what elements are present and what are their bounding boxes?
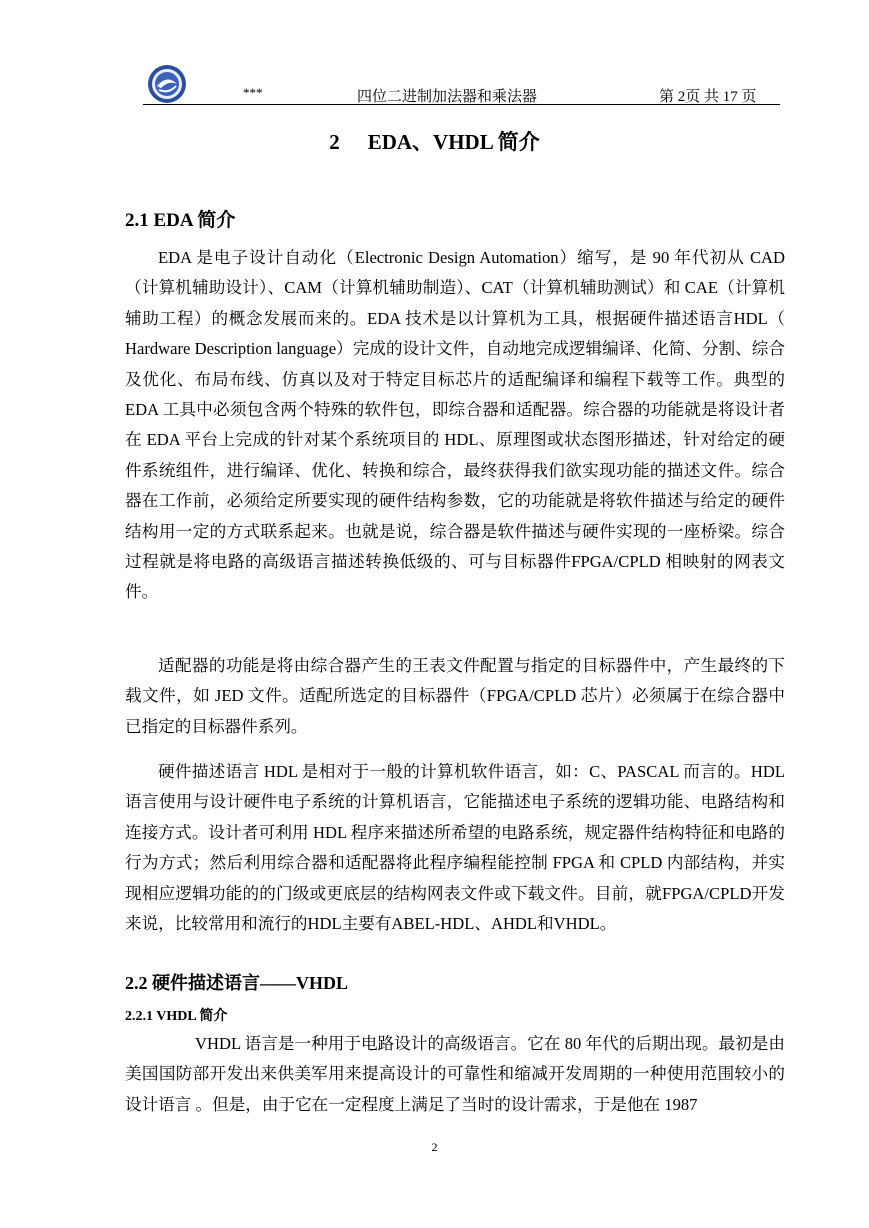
section-2-2-heading: 2.2 硬件描述语言——VHDL xyxy=(125,973,349,993)
university-logo-icon xyxy=(147,64,187,104)
header-page-info: 第 2页 共 17 页 xyxy=(659,89,757,105)
page-number: 2 xyxy=(431,1140,438,1154)
section-2-2-1-heading: 2.2.1 VHDL 简介 xyxy=(125,1009,228,1024)
chapter-number: 2 xyxy=(329,130,340,154)
section-2-1-heading: 2.1 EDA 简介 xyxy=(125,210,236,231)
chapter-title-text: EDA、VHDL 简介 xyxy=(367,130,540,154)
chapter-title xyxy=(0,126,869,156)
header-title: 四位二进制加法器和乘法器 xyxy=(357,89,538,105)
section-2-1-paragraph-2: 适配器的功能是将由综合器产生的王表文件配置与指定的目标器件中，产生最终的下载文件，如 JED 文件。适配所选定的目标器件（FPGA/CPLD 芯片）必须属于在综合器中已指定的目标器件系列。 xyxy=(125,656,785,736)
section-2-1-paragraph-3: 硬件描述语言 HDL 是相对于一般的计算机软件语言，如：C、PASCAL 而言的。HDL 语言使用与设计硬件电子系统的计算机语言，它能描述电子系统的逻辑功能、电路结构和连接方式。设计者可利用 HDL 程序来描述所希望的电路系统，规定器件结构特征和电路的行为方式；然后利用综合器和适配器将此程序编程能控制 FPGA 和 CPLD 内部结构，并实现相应逻辑功能的的门级或更底层的结构网表文件或下载文件。目前，就FPGA/CPLD开发来说，比较常用和流行的HDL主要有ABEL-HDL、AHDL和VHDL。 xyxy=(125,762,785,934)
section-2-1-paragraph-1: EDA 是电子设计自动化（Electronic Design Automation）缩写，是 90 年代初从 CAD（计算机辅助设计）、CAM（计算机辅助制造）、CAT（计算机辅助测试）和 CAE（计算机辅助工程）的概念发展而来的。EDA 技术是以计算机为工具，根据硬件描述语言HDL（ Hardware Description language）完成的设计文件，自动地完成逻辑编译、化简、分割、综合及优化、布局布线、仿真以及对于特定目标芯片的适配编译和编程下载等工作。典型的 EDA 工具中必须包含两个特殊的软件包，即综合器和适配器。综合器的功能就是将设计者在 EDA 平台上完成的针对某个系统项目的 HDL、原理图或状态图形描述，针对给定的硬件系统组件，进行编译、优化、转换和综合，最终获得我们欲实现功能的描述文件。综合器在工作前，必须给定所要实现的硬件结构参数，它的功能就是将软件描述与给定的硬件结构用一定的方式联系起来。也就是说，综合器是软件描述与硬件实现的一座桥梁。综合过程就是将电路的高级语言描述转换低级的、可与目标器件FPGA/CPLD 相映射的网表文件。 xyxy=(125,248,785,602)
section-2-2-1-paragraph: VHDL 语言是一种用于电路设计的高级语言。它在 80 年代的后期出现。最初是由美国国防部开发出来供美军用来提高设计的可靠性和缩减开发周期的一种使用范围较小的设计语言 。但是，由于它在一定程度上满足了当时的设计需求，于是他在 1987 xyxy=(125,1034,785,1114)
page-header xyxy=(143,62,780,105)
header-left-text: *** xyxy=(243,85,263,100)
